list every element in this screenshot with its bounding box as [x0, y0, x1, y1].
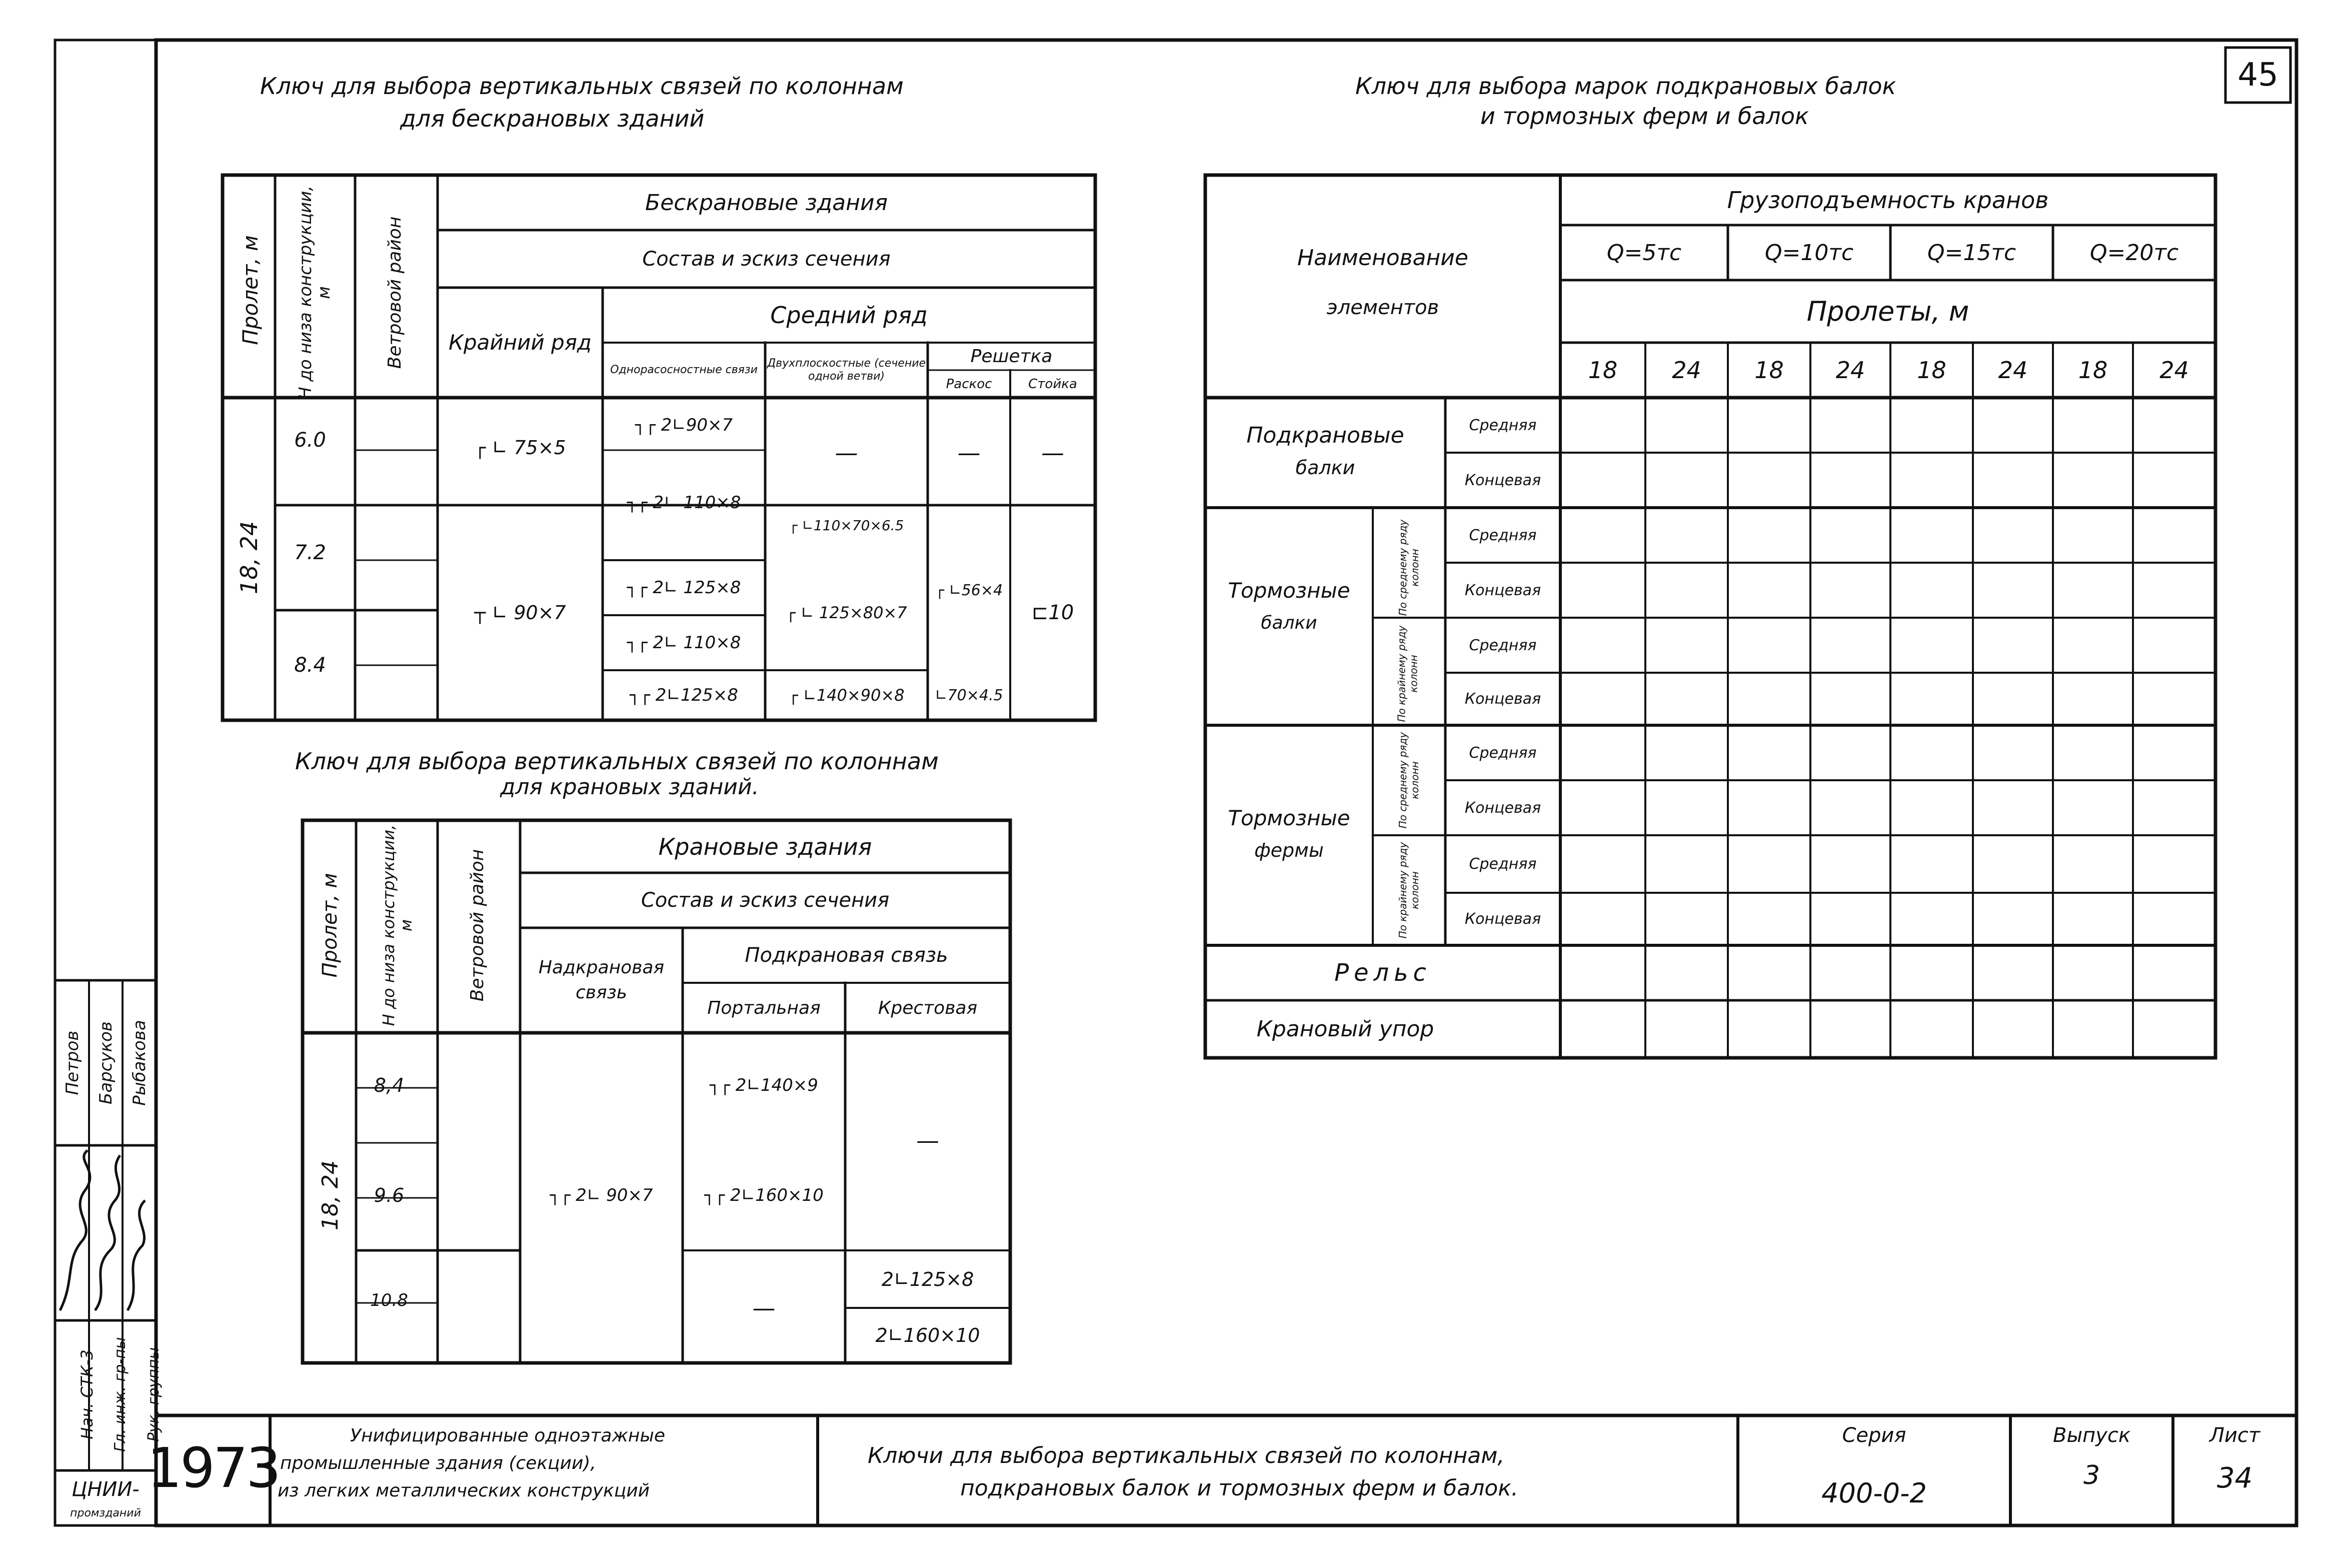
t3-span-7: 18 [2078, 357, 2108, 384]
t3-pos-edge-1: По крайнему ряду колонн [1395, 625, 1420, 722]
t3-span-2: 24 [1672, 357, 1701, 384]
t2-col-portal: Портальная [707, 997, 821, 1018]
t3-row-end-2: Концевая [1464, 581, 1541, 599]
t1-height-8: 8.4 [294, 654, 326, 677]
series-value: 400-0-2 [1821, 1477, 1927, 1509]
t2-height-3: 10.8 [370, 1290, 408, 1310]
t1-double-1: — [835, 439, 858, 466]
t3-group-brake-trusses-2: фермы [1254, 839, 1324, 861]
t3-span-6: 24 [1998, 357, 2028, 384]
t1-single-1: ┐┌ 2∟90×7 [635, 415, 733, 435]
t3-row-middle-1: Средняя [1469, 416, 1537, 434]
t3-group-crane-beams-1: Подкрановые [1246, 422, 1404, 448]
t2-col-span: Пролет, м [319, 873, 342, 978]
t2-cross-3: 2∟160×10 [875, 1324, 980, 1346]
table3-title-line2: и тормозных ферм и балок [1480, 103, 1809, 130]
t3-span-5: 18 [1917, 357, 1946, 384]
issue-value: 3 [2083, 1460, 2100, 1490]
t1-col-span: Пролет, м [238, 235, 263, 345]
t3-col-name-2: элементов [1326, 296, 1439, 319]
t3-capacity-5: Q=5тс [1606, 240, 1682, 266]
page-number: 45 [2237, 57, 2278, 94]
stamp-role-3: Рук. группы [145, 1347, 163, 1442]
t3-row-middle-3: Средняя [1469, 636, 1537, 654]
t1-col-brace: Раскос [946, 376, 992, 392]
t1-double-2: ┌ ∟110×70×6.5 [789, 517, 904, 534]
title-org-1: ЦНИИ- [72, 1477, 140, 1501]
t2-cross-1: — [916, 1127, 939, 1154]
t3-row-middle-4: Средняя [1469, 744, 1537, 762]
table1-title-line1: Ключ для выбора вертикальных связей по колоннам [260, 73, 904, 100]
t1-col-lattice: Решетка [970, 346, 1053, 367]
t2-header-sub: Состав и эскиз сечения [641, 889, 890, 912]
t3-row-end-4: Концевая [1464, 799, 1541, 817]
t3-pos-middle-2: По среднему ряду колонн [1397, 732, 1421, 829]
t1-brace-3: ∟70×4.5 [935, 686, 1003, 704]
t3-col-name-1: Наименование [1297, 245, 1468, 271]
stamp-name-2: Барсуков [96, 1021, 116, 1104]
t3-row-middle-5: Средняя [1469, 855, 1537, 873]
t1-col-middle: Средний ряд [770, 302, 928, 329]
t1-single-3: ┐┌ 2∟ 125×8 [627, 578, 741, 598]
t1-post-1: — [1041, 439, 1064, 466]
t1-single-4: ┐┌ 2∟ 110×8 [627, 633, 741, 653]
table1-title-line2: для бескрановых зданий [400, 105, 705, 132]
t1-col-wind: Ветровой район [385, 216, 406, 369]
t1-col-double: Двухплоскостные (сечение одной ветви) [767, 357, 926, 383]
sheet-label: Лист [2209, 1424, 2260, 1447]
t3-span-1: 18 [1588, 357, 1618, 384]
t1-single-5: ┐┌ 2∟125×8 [630, 685, 738, 705]
t3-capacity-15: Q=15тс [1927, 240, 2016, 266]
title-sheet-1: Ключи для выбора вертикальных связей по колоннам, [868, 1443, 1505, 1468]
series-label: Серия [1842, 1424, 1906, 1447]
t2-col-above: Надкрановая связь [538, 957, 665, 1003]
t3-row-end-5: Концевая [1464, 910, 1541, 928]
issue-label: Выпуск [2053, 1424, 2130, 1447]
t3-group-brake-beams-1: Тормозные [1228, 578, 1350, 603]
t2-above-value: ┐┌ 2∟ 90×7 [550, 1185, 653, 1205]
t3-rail: Рельс [1334, 959, 1431, 987]
t1-brace-1: — [957, 439, 981, 466]
t3-group-brake-beams-2: балки [1261, 612, 1317, 633]
t2-height-1: 8,4 [374, 1074, 405, 1096]
title-org-2: промзданий [70, 1506, 141, 1519]
t2-col-below: Подкрановая связь [745, 944, 948, 967]
t2-portal-1: ┐┌ 2∟140×9 [710, 1075, 818, 1095]
t2-span-value: 18, 24 [317, 1160, 343, 1230]
t3-capacity-10: Q=10тс [1764, 240, 1854, 266]
t2-col-height: Н до низа конструкции, м [379, 824, 416, 1026]
t1-height-7: 7.2 [294, 541, 326, 564]
t2-col-wind: Ветровой район [467, 849, 488, 1002]
t1-brace-2: ┌ ∟56×4 [935, 581, 1003, 599]
t3-group-brake-trusses-1: Тормозные [1228, 805, 1350, 830]
table3-title-line1: Ключ для выбора марок подкрановых балок [1355, 73, 1896, 100]
t1-header-sub: Состав и эскиз сечения [642, 247, 891, 271]
t1-edge-1: ┌ ∟ 75×5 [474, 437, 566, 459]
title-project-3: из легких металлических конструкций [278, 1480, 650, 1501]
t3-span-3: 18 [1754, 357, 1784, 384]
stamp-name-3: Рыбакова [130, 1020, 150, 1106]
table2-title-line1: Ключ для выбора вертикальных связей по колоннам [295, 748, 939, 775]
t1-span-value: 18, 24 [236, 521, 263, 595]
stamp-role-2: Гл. инж. гр-пы [111, 1337, 129, 1452]
t1-col-edge: Крайний ряд [449, 330, 592, 355]
title-year: 1973 [147, 1436, 279, 1500]
t1-col-single: Однорасосностные связи [610, 363, 758, 376]
stamp-role-1: Нач. СТК-3 [78, 1349, 97, 1439]
sheet-value: 34 [2216, 1461, 2253, 1494]
title-project-2: промышленные здания (секции), [280, 1453, 596, 1473]
t2-portal-2: ┐┌ 2∟160×10 [704, 1185, 824, 1205]
title-project-1: Унифицированные одноэтажные [350, 1425, 665, 1446]
t1-double-3: ┌ ∟ 125×80×7 [786, 603, 907, 622]
stamp-name-1: Петров [63, 1030, 83, 1095]
t1-col-post: Стойка [1028, 376, 1077, 392]
t2-cross-2: 2∟125×8 [881, 1268, 974, 1290]
table2-title-line2: для крановых зданий. [500, 774, 759, 800]
t2-col-cross: Крестовая [878, 997, 978, 1018]
t3-row-end-1: Концевая [1464, 471, 1541, 489]
t1-height-6: 6.0 [294, 429, 326, 452]
t1-header-top: Бескрановые здания [645, 190, 888, 216]
t1-post-2: ⊏10 [1031, 601, 1074, 624]
t3-header-capacity: Грузоподъемность кранов [1727, 187, 2049, 214]
t3-crane-stop: Крановый упор [1256, 1016, 1434, 1042]
title-sheet-2: подкрановых балок и тормозных ферм и балок. [960, 1475, 1518, 1501]
t3-pos-middle-1: По среднему ряду колонн [1397, 519, 1421, 616]
t1-double-4: ┌ ∟140×90×8 [788, 686, 905, 705]
t2-height-2: 9.6 [374, 1184, 405, 1206]
t3-header-spans: Пролеты, м [1806, 296, 1969, 327]
t3-span-8: 24 [2159, 357, 2189, 384]
t2-portal-3: — [752, 1294, 776, 1321]
t3-row-middle-2: Средняя [1469, 526, 1537, 544]
t1-single-2: ┐┌ 2∟ 110×8 [627, 493, 741, 513]
t3-span-4: 24 [1835, 357, 1865, 384]
t3-pos-edge-2: По крайнему ряду колонн [1397, 842, 1421, 939]
t2-header-top: Крановые здания [658, 833, 872, 860]
t1-edge-2: ┬ ∟ 90×7 [474, 602, 566, 624]
t3-group-crane-beams-2: балки [1295, 457, 1355, 479]
t3-row-end-3: Концевая [1464, 690, 1541, 708]
t3-capacity-20: Q=20тс [2089, 240, 2179, 266]
t1-col-height: Н до низа конструкции, м [295, 186, 334, 400]
